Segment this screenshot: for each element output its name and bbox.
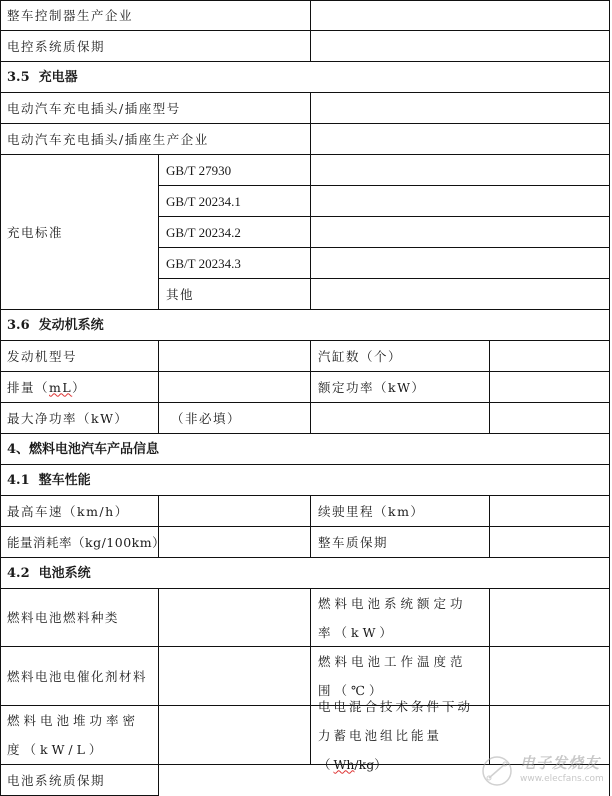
watermark-url: www.elecfans.com [520, 774, 604, 784]
cylinders-value[interactable] [490, 341, 610, 372]
control-warranty-label: 电控系统质保期 [0, 31, 311, 62]
operating-temp-label: 燃料电池工作温度范围（℃） [311, 647, 490, 706]
range-value[interactable] [490, 496, 610, 527]
max-net-power-label: 最大净功率（kW） [0, 403, 159, 434]
catalyst-value[interactable] [159, 647, 311, 706]
hybrid-energy-unit: Wh [333, 756, 355, 772]
displacement-label [0, 372, 159, 403]
cylinders-label: 汽缸数（个） [311, 341, 490, 372]
hybrid-energy-suffix: /kg） [354, 756, 387, 772]
section-battery-heading: 4.2 电池系统 [0, 558, 610, 589]
fuel-type-label: 燃料电池燃料种类 [0, 589, 159, 647]
section-charger-heading: 3.5 充电器 [0, 62, 610, 93]
stack-density-label: 燃料电池堆功率密度（kW/L） [0, 706, 159, 765]
charging-standard-option: GB/T 27930 [159, 155, 311, 186]
catalyst-label: 燃料电池电催化剂材料 [0, 647, 159, 706]
plug-maker-label: 电动汽车充电插头/插座生产企业 [0, 124, 311, 155]
vehicle-warranty-label: 整车质保期 [311, 527, 490, 558]
charging-standard-value[interactable] [311, 155, 610, 186]
controller-maker-label: 整车控制器生产企业 [0, 0, 311, 31]
charging-standard-value[interactable] [311, 248, 610, 279]
range-label: 续驶里程（km） [311, 496, 490, 527]
charging-standard-value[interactable] [311, 217, 610, 248]
section-vehicle-performance-heading: 4.1 整车性能 [0, 465, 610, 496]
fc-rated-power-value[interactable] [490, 589, 610, 647]
fc-rated-power-label: 燃料电池系统额定功率（kW） [311, 589, 490, 647]
engine-model-value[interactable] [159, 341, 311, 372]
rated-power-value[interactable] [490, 372, 610, 403]
controller-maker-value[interactable] [311, 0, 610, 31]
rated-power-label: 额定功率（kW） [311, 372, 490, 403]
max-net-power-value[interactable] [311, 403, 490, 434]
charging-standard-option: GB/T 20234.1 [159, 186, 311, 217]
section-engine-heading: 3.6 发动机系统 [0, 310, 610, 341]
control-warranty-value[interactable] [311, 31, 610, 62]
displacement-value[interactable] [159, 372, 311, 403]
watermark [480, 752, 610, 792]
stack-density-value[interactable] [159, 706, 311, 765]
max-speed-value[interactable] [159, 496, 311, 527]
charging-standard-value[interactable] [311, 186, 610, 217]
charging-standard-option: 其他 [159, 279, 311, 310]
charging-standard-option: GB/T 20234.3 [159, 248, 311, 279]
vehicle-warranty-value[interactable] [490, 527, 610, 558]
energy-consumption-value[interactable] [159, 527, 311, 558]
displacement-unit: mL [49, 379, 73, 395]
max-speed-label: 最高车速（km/h） [0, 496, 159, 527]
plug-model-value[interactable] [311, 93, 610, 124]
plug-model-label: 电动汽车充电插头/插座型号 [0, 93, 311, 124]
optional-note: （非必填） [159, 403, 311, 434]
fuel-type-value[interactable] [159, 589, 311, 647]
max-net-power-extra[interactable] [490, 403, 610, 434]
hybrid-energy-label-text: 电电混合技术条件下动力蓄电池组比能量（ [318, 698, 474, 772]
charging-standard-label: 充电标准 [0, 155, 159, 310]
section-fuel-cell-heading: 4、燃料电池汽车产品信息 [0, 434, 610, 465]
energy-consumption-label: 能量消耗率（kg/100km） [0, 527, 159, 558]
battery-warranty-label: 电池系统质保期 [0, 765, 159, 796]
displacement-label-text: 排量（ [7, 379, 50, 395]
charging-standard-value[interactable] [311, 279, 610, 310]
operating-temp-value[interactable] [490, 647, 610, 706]
plug-maker-value[interactable] [311, 124, 610, 155]
watermark-brand: 电子发烧友 [520, 754, 601, 772]
hybrid-energy-label [311, 698, 490, 772]
engine-model-label: 发动机型号 [0, 341, 159, 372]
elecfans-logo-icon [480, 754, 514, 788]
charging-standard-option: GB/T 20234.2 [159, 217, 311, 248]
displacement-suffix: ） [72, 379, 87, 395]
